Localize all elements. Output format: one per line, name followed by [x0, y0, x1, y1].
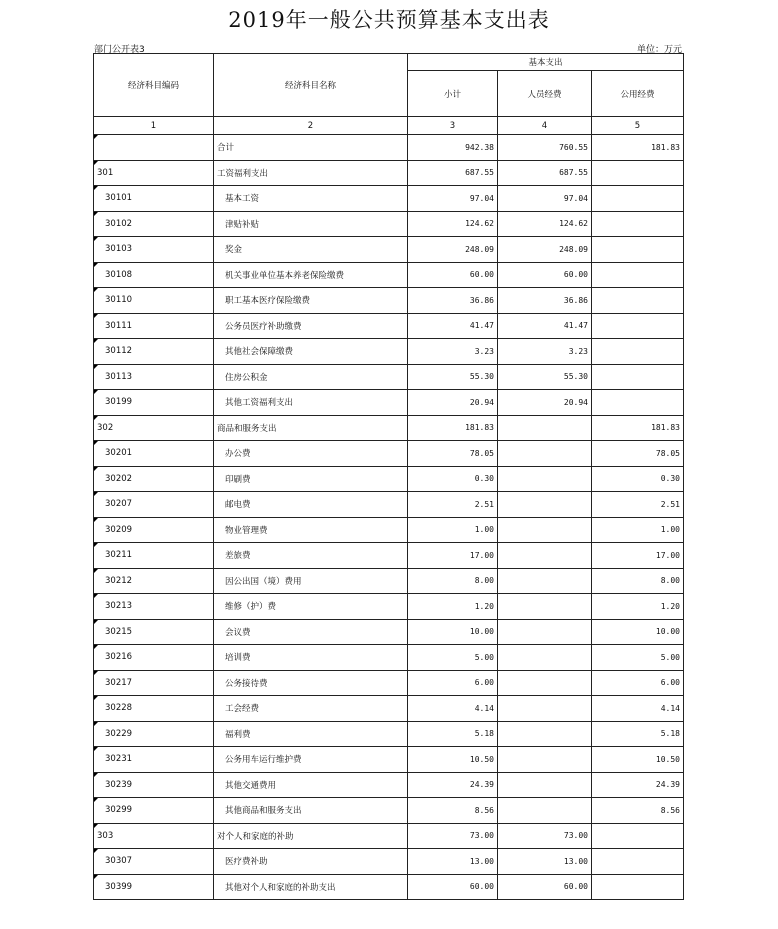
table-row: [94, 823, 684, 849]
subtotal-cell: 8.56: [408, 798, 498, 824]
public-cell: [592, 364, 684, 390]
public-cell: 8.00: [592, 568, 684, 594]
public-cell: 8.56: [592, 798, 684, 824]
subtotal-cell: 13.00: [408, 849, 498, 875]
personnel-cell: 73.00: [498, 823, 592, 849]
personnel-cell: [498, 645, 592, 671]
public-cell: [592, 211, 684, 237]
table-body: [94, 135, 684, 900]
name-cell: 公务员医疗补助缴费: [214, 313, 408, 339]
name-cell: 会议费: [214, 619, 408, 645]
header-subtotal: 小计: [408, 71, 498, 117]
public-cell: [592, 186, 684, 212]
code-cell: 30112: [94, 339, 214, 365]
code-cell: 30199: [94, 390, 214, 416]
code-cell: 30212: [94, 568, 214, 594]
name-cell: 印刷费: [214, 466, 408, 492]
table-row: [94, 696, 684, 722]
table-row: [94, 237, 684, 263]
personnel-cell: 36.86: [498, 288, 592, 314]
code-cell: [94, 135, 214, 161]
name-cell: 工资福利支出: [214, 160, 408, 186]
code-cell: 30211: [94, 543, 214, 569]
public-cell: [592, 160, 684, 186]
code-cell: 30209: [94, 517, 214, 543]
code-cell: 30228: [94, 696, 214, 722]
personnel-cell: 760.55: [498, 135, 592, 161]
public-cell: 10.50: [592, 747, 684, 773]
subtotal-cell: 3.23: [408, 339, 498, 365]
column-number-row: [94, 117, 684, 135]
name-cell: 基本工资: [214, 186, 408, 212]
personnel-cell: 60.00: [498, 262, 592, 288]
table-row: [94, 798, 684, 824]
subtotal-cell: 942.38: [408, 135, 498, 161]
name-cell: 其他商品和服务支出: [214, 798, 408, 824]
code-cell: 30202: [94, 466, 214, 492]
subtotal-cell: 41.47: [408, 313, 498, 339]
public-cell: 78.05: [592, 441, 684, 467]
code-cell: 30231: [94, 747, 214, 773]
subtotal-cell: 10.00: [408, 619, 498, 645]
name-cell: 其他社会保障缴费: [214, 339, 408, 365]
personnel-cell: [498, 441, 592, 467]
code-cell: 30102: [94, 211, 214, 237]
table-row: [94, 262, 684, 288]
header-public: 公用经费: [592, 71, 684, 117]
subtotal-cell: 124.62: [408, 211, 498, 237]
header-group: 基本支出: [408, 54, 684, 71]
personnel-cell: 55.30: [498, 364, 592, 390]
name-cell: 其他工资福利支出: [214, 390, 408, 416]
table-row: [94, 721, 684, 747]
name-cell: 津贴补贴: [214, 211, 408, 237]
subtotal-cell: 60.00: [408, 874, 498, 900]
personnel-cell: 124.62: [498, 211, 592, 237]
public-cell: 181.83: [592, 135, 684, 161]
public-cell: 6.00: [592, 670, 684, 696]
public-cell: 1.20: [592, 594, 684, 620]
table-row: [94, 390, 684, 416]
code-cell: 30217: [94, 670, 214, 696]
table-row: [94, 492, 684, 518]
public-cell: 10.00: [592, 619, 684, 645]
personnel-cell: [498, 798, 592, 824]
name-cell: 合计: [214, 135, 408, 161]
subtotal-cell: 20.94: [408, 390, 498, 416]
name-cell: 公务用车运行维护费: [214, 747, 408, 773]
public-cell: 5.18: [592, 721, 684, 747]
public-cell: [592, 390, 684, 416]
public-cell: [592, 339, 684, 365]
public-cell: 1.00: [592, 517, 684, 543]
name-cell: 医疗费补助: [214, 849, 408, 875]
table-row: [94, 849, 684, 875]
personnel-cell: 97.04: [498, 186, 592, 212]
subtotal-cell: 4.14: [408, 696, 498, 722]
subtotal-cell: 10.50: [408, 747, 498, 773]
name-cell: 奖金: [214, 237, 408, 263]
table-row: [94, 747, 684, 773]
table-row: [94, 619, 684, 645]
code-cell: 30399: [94, 874, 214, 900]
subtotal-cell: 248.09: [408, 237, 498, 263]
name-cell: 其他对个人和家庭的补助支出: [214, 874, 408, 900]
table-row: [94, 517, 684, 543]
col-number: 4: [498, 117, 592, 135]
personnel-cell: 20.94: [498, 390, 592, 416]
table-row: [94, 568, 684, 594]
col-number: 3: [408, 117, 498, 135]
table-row: [94, 874, 684, 900]
subtotal-cell: 687.55: [408, 160, 498, 186]
table-row: [94, 211, 684, 237]
table-row: [94, 186, 684, 212]
table-row: [94, 313, 684, 339]
code-cell: 30207: [94, 492, 214, 518]
name-cell: 因公出国（境）费用: [214, 568, 408, 594]
personnel-cell: [498, 568, 592, 594]
code-cell: 302: [94, 415, 214, 441]
subtotal-cell: 78.05: [408, 441, 498, 467]
code-cell: 30201: [94, 441, 214, 467]
code-cell: 30101: [94, 186, 214, 212]
public-cell: 4.14: [592, 696, 684, 722]
personnel-cell: 60.00: [498, 874, 592, 900]
col-number: 1: [94, 117, 214, 135]
personnel-cell: [498, 696, 592, 722]
subtotal-cell: 2.51: [408, 492, 498, 518]
code-cell: 30307: [94, 849, 214, 875]
name-cell: 维修（护）费: [214, 594, 408, 620]
subtotal-cell: 5.18: [408, 721, 498, 747]
subtotal-cell: 8.00: [408, 568, 498, 594]
subtotal-cell: 5.00: [408, 645, 498, 671]
public-cell: [592, 849, 684, 875]
name-cell: 工会经费: [214, 696, 408, 722]
personnel-cell: [498, 619, 592, 645]
name-cell: 其他交通费用: [214, 772, 408, 798]
table-number: 部门公开表3: [94, 45, 145, 55]
table-row: [94, 543, 684, 569]
table-row: [94, 364, 684, 390]
code-cell: 30299: [94, 798, 214, 824]
personnel-cell: [498, 670, 592, 696]
subtotal-cell: 181.83: [408, 415, 498, 441]
table-row: [94, 466, 684, 492]
subtotal-cell: 1.00: [408, 517, 498, 543]
personnel-cell: [498, 466, 592, 492]
table-row: [94, 645, 684, 671]
personnel-cell: [498, 543, 592, 569]
public-cell: 24.39: [592, 772, 684, 798]
name-cell: 商品和服务支出: [214, 415, 408, 441]
name-cell: 办公费: [214, 441, 408, 467]
name-cell: 机关事业单位基本养老保险缴费: [214, 262, 408, 288]
name-cell: 对个人和家庭的补助: [214, 823, 408, 849]
subtotal-cell: 73.00: [408, 823, 498, 849]
code-cell: 30215: [94, 619, 214, 645]
table-row: [94, 441, 684, 467]
col-number: 5: [592, 117, 684, 135]
name-cell: 差旅费: [214, 543, 408, 569]
public-cell: [592, 262, 684, 288]
public-cell: 17.00: [592, 543, 684, 569]
personnel-cell: 3.23: [498, 339, 592, 365]
table-row: [94, 160, 684, 186]
subtotal-cell: 17.00: [408, 543, 498, 569]
table-row: [94, 772, 684, 798]
name-cell: 住房公积金: [214, 364, 408, 390]
public-cell: 0.30: [592, 466, 684, 492]
personnel-cell: [498, 721, 592, 747]
header-code: 经济科目编码: [94, 54, 214, 117]
public-cell: [592, 823, 684, 849]
code-cell: 30216: [94, 645, 214, 671]
public-cell: 181.83: [592, 415, 684, 441]
name-cell: 公务接待费: [214, 670, 408, 696]
code-cell: 30111: [94, 313, 214, 339]
code-cell: 30113: [94, 364, 214, 390]
code-cell: 30103: [94, 237, 214, 263]
header-personnel: 人员经费: [498, 71, 592, 117]
personnel-cell: 13.00: [498, 849, 592, 875]
public-cell: 2.51: [592, 492, 684, 518]
subtotal-cell: 24.39: [408, 772, 498, 798]
subtotal-cell: 60.00: [408, 262, 498, 288]
name-cell: 职工基本医疗保险缴费: [214, 288, 408, 314]
code-cell: 30229: [94, 721, 214, 747]
name-cell: 邮电费: [214, 492, 408, 518]
subtotal-cell: 1.20: [408, 594, 498, 620]
table-row: [94, 288, 684, 314]
subtotal-cell: 0.30: [408, 466, 498, 492]
code-cell: 30110: [94, 288, 214, 314]
personnel-cell: 687.55: [498, 160, 592, 186]
personnel-cell: [498, 772, 592, 798]
page-title: 2019年一般公共预算基本支出表: [228, 8, 550, 32]
col-number: 2: [214, 117, 408, 135]
table-row: [94, 135, 684, 161]
personnel-cell: 41.47: [498, 313, 592, 339]
table-row: [94, 670, 684, 696]
name-cell: 福利费: [214, 721, 408, 747]
personnel-cell: [498, 747, 592, 773]
subtotal-cell: 55.30: [408, 364, 498, 390]
name-cell: 培训费: [214, 645, 408, 671]
personnel-cell: 248.09: [498, 237, 592, 263]
personnel-cell: [498, 415, 592, 441]
subtotal-cell: 36.86: [408, 288, 498, 314]
header-name: 经济科目名称: [214, 54, 408, 117]
code-cell: 30108: [94, 262, 214, 288]
budget-table: [93, 53, 684, 900]
personnel-cell: [498, 594, 592, 620]
table-row: [94, 594, 684, 620]
name-cell: 物业管理费: [214, 517, 408, 543]
table-row: [94, 415, 684, 441]
public-cell: [592, 313, 684, 339]
code-cell: 301: [94, 160, 214, 186]
code-cell: 303: [94, 823, 214, 849]
code-cell: 30213: [94, 594, 214, 620]
unit-label: 单位：万元: [636, 45, 682, 55]
code-cell: 30239: [94, 772, 214, 798]
public-cell: [592, 288, 684, 314]
personnel-cell: [498, 517, 592, 543]
subtotal-cell: 97.04: [408, 186, 498, 212]
public-cell: [592, 237, 684, 263]
table-row: [94, 339, 684, 365]
subtotal-cell: 6.00: [408, 670, 498, 696]
personnel-cell: [498, 492, 592, 518]
public-cell: [592, 874, 684, 900]
public-cell: 5.00: [592, 645, 684, 671]
